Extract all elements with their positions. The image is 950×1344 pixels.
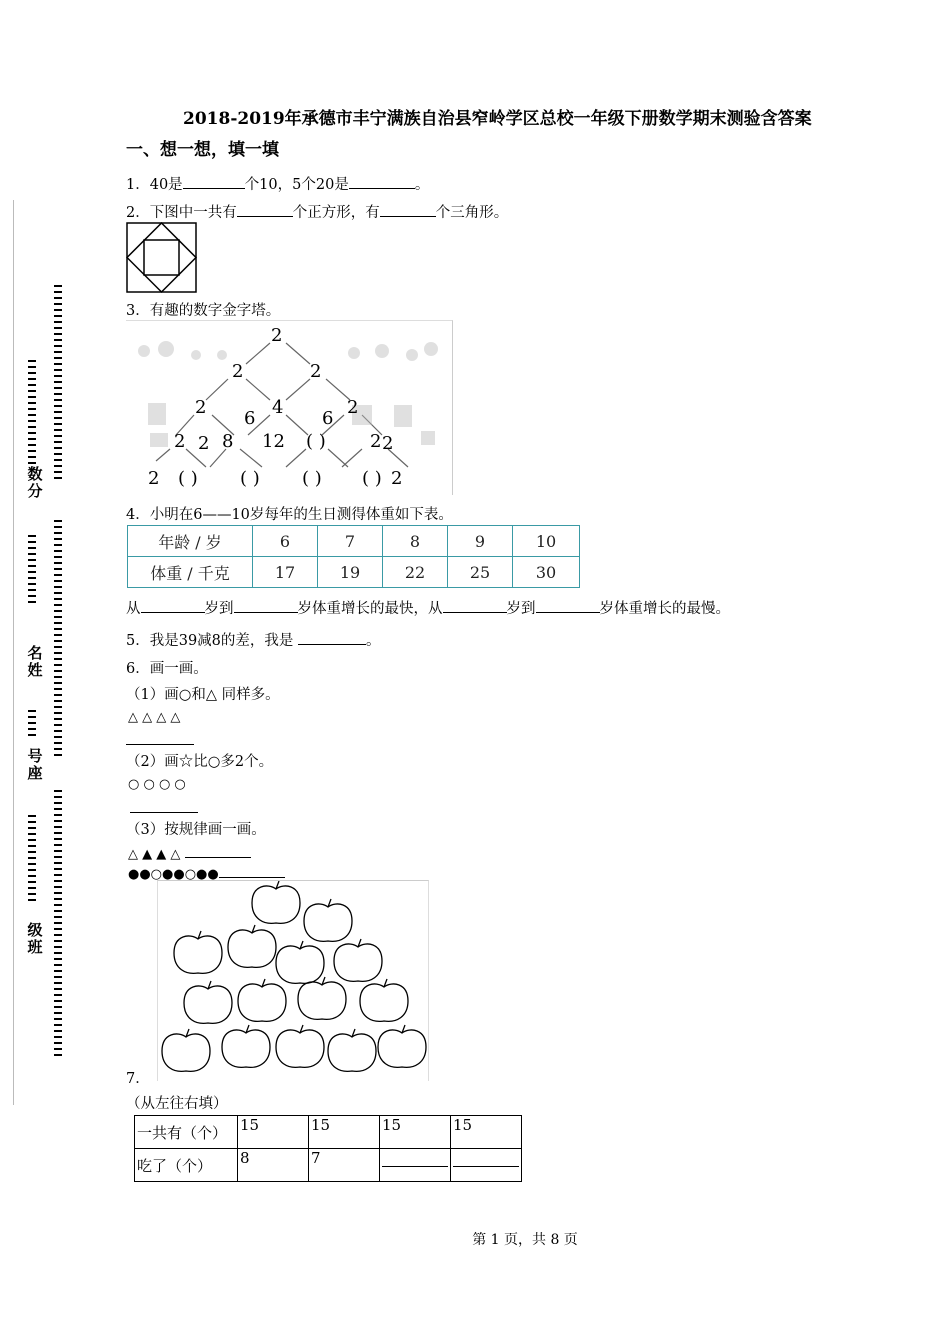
margin-label-score: 数分: [27, 465, 43, 500]
q2-blank-1[interactable]: [237, 204, 293, 217]
q1-text-a: 40是: [149, 177, 183, 193]
q6-part-1-blank[interactable]: [126, 744, 194, 745]
table-row: [128, 557, 580, 588]
q6-part-3: （3）按规律画一画。: [126, 822, 266, 838]
pyramid-r1-0: 2: [271, 325, 283, 346]
pyramid-r3-2: 2: [347, 397, 359, 418]
margin-dashes-d: [28, 815, 36, 905]
q6-part-3-blank-b[interactable]: [219, 865, 285, 878]
table-cell: 10: [513, 526, 580, 557]
pyramid-r5-2: 12: [262, 431, 285, 452]
q3-text: 有趣的数字金字塔。: [149, 303, 281, 319]
pyramid-r4-2: 6: [322, 408, 334, 429]
question-4: [126, 503, 453, 524]
table-cell: 吃了（个）: [135, 1149, 238, 1182]
table-cell: 15: [451, 1116, 522, 1149]
question-1: [126, 173, 429, 194]
table-cell[interactable]: [380, 1149, 451, 1182]
q2-text-b: 个正方形，有: [292, 205, 380, 221]
q4-text-4: 岁到: [506, 601, 536, 617]
q6-part-3-blank-a[interactable]: [185, 845, 251, 858]
pyramid-r5-3[interactable]: ( ): [306, 431, 326, 452]
table-cell: 7: [309, 1149, 380, 1182]
q4-text-5: 岁体重增长的最慢。: [599, 601, 730, 617]
table-cell: 一共有（个）: [135, 1116, 238, 1149]
q4-blank-3[interactable]: [443, 600, 507, 613]
margin-label-name: 名姓: [27, 644, 43, 679]
q4-blank-1[interactable]: [141, 600, 205, 613]
pyramid-r3-0: 2: [195, 397, 207, 418]
apple-icon: [378, 1025, 426, 1067]
table-cell: 15: [380, 1116, 451, 1149]
pyramid-r6-5: 2: [391, 468, 403, 489]
table-cell[interactable]: [451, 1149, 522, 1182]
q6-shapes-b-text: ●●○●●○●●: [128, 867, 219, 882]
pyramid-lines: [126, 321, 452, 495]
apples-table: [134, 1115, 522, 1182]
q2-number: 2．: [126, 205, 150, 221]
q6-part-2-shapes: ○ ○ ○ ○: [128, 777, 186, 792]
table-cell: 30: [513, 557, 580, 588]
apple-icon: [162, 1029, 210, 1071]
pyramid-r5-0: 2: [174, 431, 186, 452]
question-7: 7．: [126, 1071, 150, 1087]
apple-icon: [276, 1025, 324, 1067]
q6-part-1: （1）画○和△ 同样多。: [126, 687, 280, 703]
section-heading: 一、想一想，填一填: [126, 140, 279, 160]
table-cell: 25: [448, 557, 513, 588]
pyramid-r6-1[interactable]: ( ): [178, 468, 198, 489]
q4-text-1: 从: [126, 601, 141, 617]
table-row: [128, 526, 580, 557]
apple-icon: [174, 931, 222, 973]
squares-figure: [126, 222, 198, 294]
q6-part-3-shapes-a: [128, 845, 251, 862]
apple-icon: [184, 981, 232, 1023]
apple-icon: [228, 925, 276, 967]
table-cell: 8: [238, 1149, 309, 1182]
pyramid-r6-4[interactable]: ( ): [362, 468, 382, 489]
margin-dashes-b: [28, 535, 36, 607]
margin-line: [13, 200, 14, 1105]
q5-blank[interactable]: [298, 632, 366, 645]
margin-label-seat: 号座: [27, 747, 43, 782]
margin-dashes-low: [54, 790, 62, 1060]
q5-text-end: 。: [366, 633, 381, 649]
table-cell: 7: [318, 526, 383, 557]
pyramid-r4-1: 6: [244, 408, 256, 429]
pyramid-r4-0: 2: [198, 433, 210, 454]
apples-svg: [158, 881, 428, 1081]
apples-picture: [157, 880, 429, 1081]
q6-part-2-blank[interactable]: [130, 812, 198, 813]
apple-icon: [222, 1025, 270, 1067]
table-cell: 22: [383, 557, 448, 588]
pyramid-r6-2[interactable]: ( ): [240, 468, 260, 489]
pyramid-r4-3: 2: [382, 433, 394, 454]
document-title: 2018-2019年承德市丰宁满族自治县窄岭学区总校一年级下册数学期末测验含答案: [183, 109, 812, 129]
q6-number: 6．: [126, 661, 150, 677]
apple-icon: [238, 979, 286, 1021]
margin-dashes-a: [28, 360, 36, 468]
pyramid-r5-4: 2: [370, 431, 382, 452]
q2-text-a: 下图中一共有: [149, 205, 237, 221]
table-cell: 15: [238, 1116, 309, 1149]
table-cell: 17: [253, 557, 318, 588]
question-5: [126, 629, 381, 650]
q1-text-c: 。: [414, 177, 430, 193]
q4-text-2: 岁到: [204, 601, 234, 617]
margin-dashes-top: [54, 285, 62, 483]
q1-blank-2[interactable]: [349, 176, 415, 189]
table-cell: 体重 / 千克: [128, 557, 253, 588]
q6-shapes-a-text: △ ▲ ▲ △: [128, 847, 181, 862]
q2-text-c: 个三角形。: [435, 205, 509, 221]
q4-blank-4[interactable]: [536, 600, 600, 613]
pyramid-r2-1: 2: [310, 361, 322, 382]
apple-icon: [298, 977, 346, 1019]
apple-icon: [328, 1029, 376, 1071]
question-2: [126, 201, 508, 222]
q2-blank-2[interactable]: [380, 204, 436, 217]
apple-icon: [334, 939, 382, 981]
apple-icon: [304, 899, 352, 941]
q1-text-b: 个10，5个20是: [244, 177, 349, 193]
table-cell: 15: [309, 1116, 380, 1149]
q7-blank-1[interactable]: [382, 1166, 448, 1167]
margin-dashes-mid: [54, 520, 62, 760]
table-cell: 19: [318, 557, 383, 588]
q4-text-3: 岁体重增长的最快，从: [297, 601, 443, 617]
q6-part-1-shapes: △ △ △ △: [128, 710, 181, 725]
q6-text: 画一画。: [149, 661, 208, 677]
q1-blank-1[interactable]: [183, 176, 245, 189]
apple-icon: [360, 979, 408, 1021]
q4-blank-2[interactable]: [234, 600, 298, 613]
q4-text: 小明在6——10岁每年的生日测得体重如下表。: [149, 507, 453, 523]
table-row: [135, 1116, 522, 1149]
q6-part-2: （2）画☆比○多2个。: [126, 754, 274, 770]
number-pyramid: [126, 320, 453, 495]
margin-label-class: 级班: [27, 921, 43, 956]
table-cell: 8: [383, 526, 448, 557]
q4-number: 4．: [126, 507, 150, 523]
weight-table: [127, 525, 580, 588]
pyramid-r6-0: 2: [148, 468, 160, 489]
apple-icon: [252, 881, 300, 923]
question-3: [126, 299, 280, 320]
pyramid-r2-0: 2: [232, 361, 244, 382]
q5-text: 我是39减8的差，我是: [149, 633, 294, 649]
q4-answer-line: [126, 597, 730, 618]
table-cell: 年龄 / 岁: [128, 526, 253, 557]
table-cell: 9: [448, 526, 513, 557]
question-6: [126, 657, 208, 678]
pyramid-r5-1: 8: [222, 431, 234, 452]
apple-icon: [276, 941, 324, 983]
table-cell: 6: [253, 526, 318, 557]
q3-number: 3．: [126, 303, 150, 319]
margin-dashes-c: [28, 710, 36, 740]
table-row: [135, 1149, 522, 1182]
pyramid-r3-1: 4: [272, 397, 284, 418]
q7-instruction: （从左往右填）: [126, 1096, 228, 1112]
page-footer: 第 1 页，共 8 页: [472, 1232, 578, 1248]
q1-number: 1．: [126, 177, 150, 193]
q7-blank-2[interactable]: [453, 1166, 519, 1167]
q5-number: 5．: [126, 633, 150, 649]
pyramid-r6-3[interactable]: ( ): [302, 468, 322, 489]
